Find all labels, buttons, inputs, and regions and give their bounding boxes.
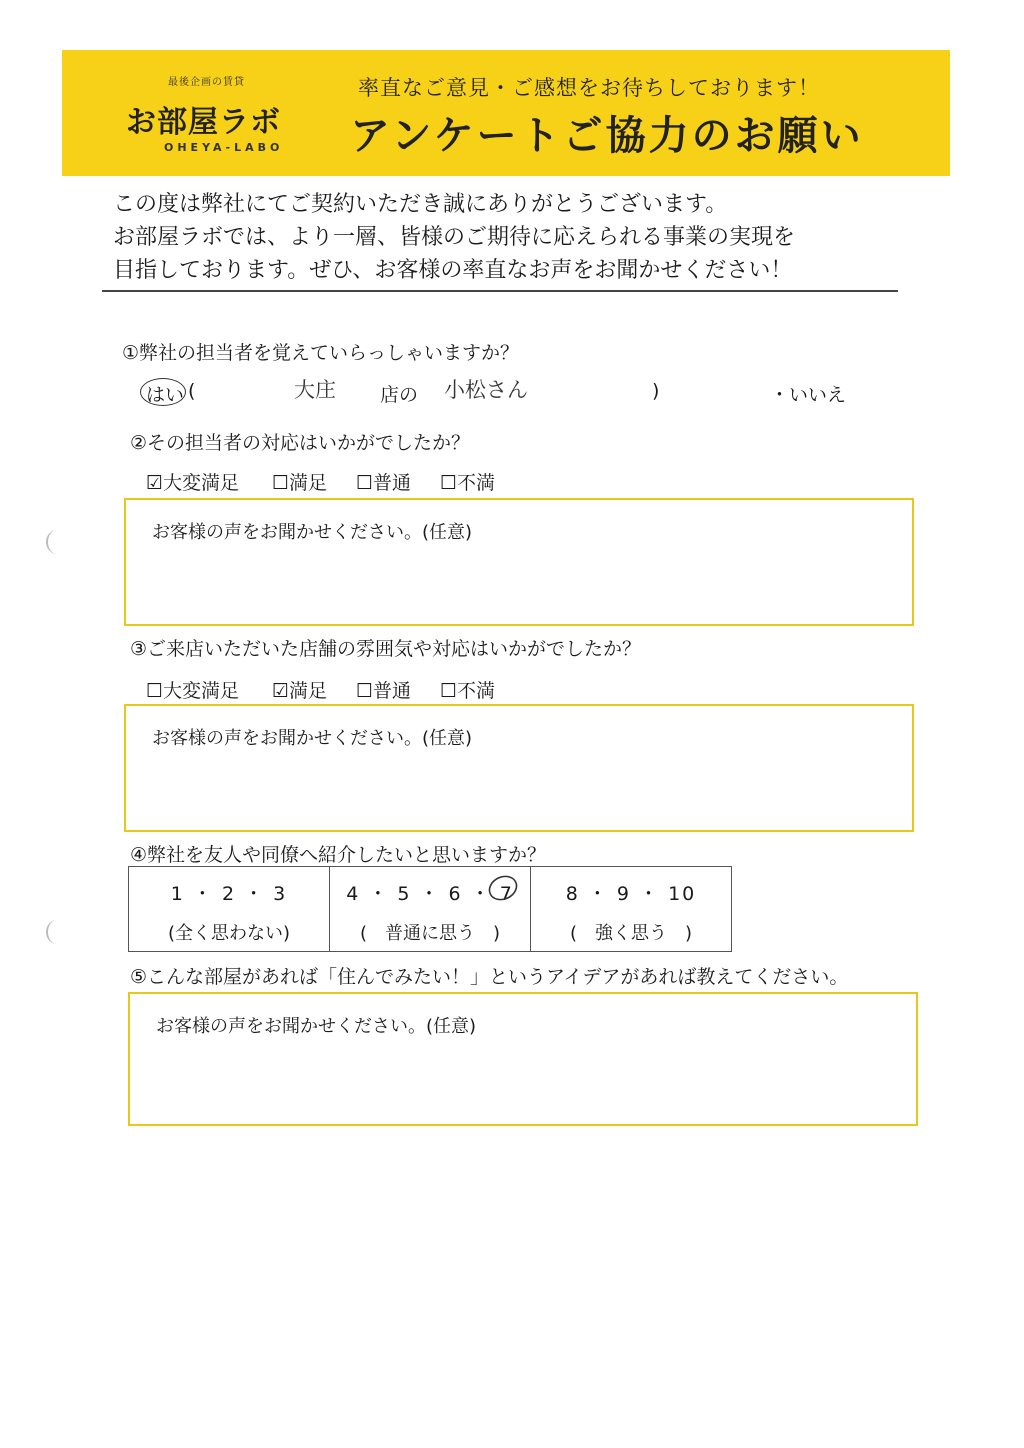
q1-no-option[interactable]: ・いいえ (770, 384, 847, 406)
q4-group-mid[interactable] (330, 867, 531, 951)
q4-rating-scale (128, 866, 732, 952)
q5-question: ⑤こんな部屋があれば「住んでみたい！」というアイデアがあれば教えてください。 (130, 966, 849, 988)
q1-handwritten-person: 小松さん (444, 378, 528, 402)
punch-hole-bottom (46, 920, 68, 944)
q4-group-label: ( 普通に思う ) (359, 923, 501, 944)
banner-title: アンケートご協力のお願い (350, 113, 864, 159)
q4-group-low[interactable] (129, 867, 330, 951)
punch-hole-top (46, 530, 68, 554)
q2-option-normal[interactable]: ☐普通 (356, 472, 412, 494)
q4-group-high[interactable] (531, 867, 731, 951)
q1-question: ①弊社の担当者を覚えていらっしゃいますか？ (122, 342, 520, 364)
q5-comment-placeholder: お客様の声をお聞かせください。(任意) (156, 1016, 477, 1037)
logo-romaji: OHEYA-LABO (164, 141, 284, 154)
q1-yes-circle-mark (140, 378, 186, 406)
q3-comment-box[interactable] (124, 704, 914, 832)
q3-question: ③ご来店いただいた店舗の雰囲気や対応はいかがでしたか？ (130, 638, 642, 660)
q3-option-normal[interactable]: ☐普通 (356, 680, 412, 702)
logo-tagline: 最後企画の賃貸 (168, 77, 245, 88)
q4-group-numbers: 8 ・ 9 ・ 10 (565, 883, 697, 905)
divider (102, 290, 898, 292)
q3-option-very-satisfied[interactable]: ☐大変満足 (146, 680, 240, 702)
q4-question: ④弊社を友人や同僚へ紹介したいと思いますか？ (130, 844, 547, 866)
q2-option-satisfied[interactable]: ☐満足 (272, 472, 328, 494)
q1-open-paren: ( (188, 380, 196, 402)
q4-group-label: ( 強く思う ) (569, 923, 693, 944)
q3-option-dissatisfied[interactable]: ☐不満 (440, 680, 496, 702)
intro-text (113, 188, 795, 287)
logo-name: お部屋ラボ (126, 105, 281, 140)
q4-selected-circle-mark (486, 873, 520, 903)
intro-line: この度は弊社にてご契約いただき誠にありがとうございます。 (113, 192, 728, 217)
banner-subtitle: 率直なご意見・ご感想をお待ちしております！ (358, 76, 820, 100)
q2-comment-placeholder: お客様の声をお聞かせください。(任意) (152, 522, 473, 543)
q3-comment-placeholder: お客様の声をお聞かせください。(任意) (152, 728, 473, 749)
intro-line: 目指しております。ぜひ、お客様の率直なお声をお聞かせください！ (113, 258, 793, 283)
q5-comment-box[interactable] (128, 992, 918, 1126)
q1-yes-option[interactable]: はい (146, 384, 185, 406)
q4-group-numbers: 4 ・ 5 ・ 6 ・ 7 (346, 883, 514, 905)
q3-option-satisfied[interactable]: ☑満足 (272, 680, 328, 702)
q2-comment-box[interactable] (124, 498, 914, 626)
q4-group-numbers: 1 ・ 2 ・ 3 (170, 883, 288, 905)
intro-line: お部屋ラボでは、より一層、皆様のご期待に応えられる事業の実現を (113, 225, 796, 250)
q1-close-paren: ) (652, 380, 660, 402)
q2-option-very-satisfied[interactable]: ☑大変満足 (146, 472, 240, 494)
q2-question: ②その担当者の対応はいかがでしたか？ (130, 432, 471, 454)
q2-option-dissatisfied[interactable]: ☐不満 (440, 472, 496, 494)
q1-store-label: 店の (380, 384, 419, 406)
q1-handwritten-store: 大庄 (294, 378, 336, 402)
q4-group-label: (全く思わない) (167, 923, 291, 944)
